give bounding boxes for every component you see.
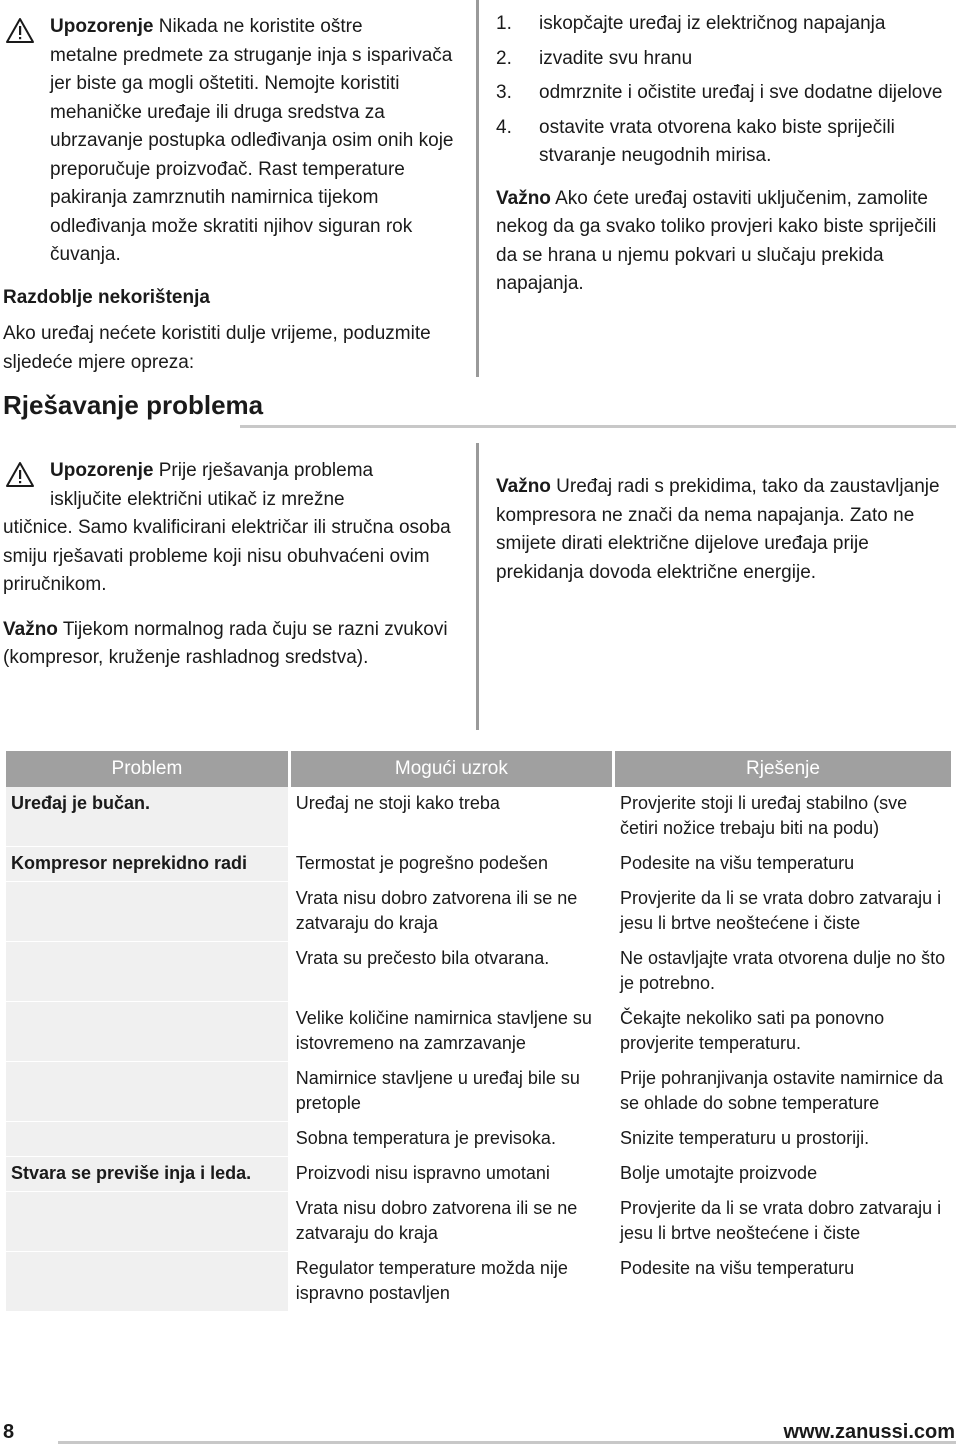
table-row <box>6 787 951 847</box>
mid-right-column <box>496 473 951 587</box>
list-item <box>496 10 956 39</box>
solution-cell: Podesite na višu temperaturu <box>615 847 951 882</box>
step-text: izvadite svu hranu <box>539 47 693 69</box>
step-number: 3. <box>496 82 512 103</box>
solution-cell: Provjerite stoji li uređaj stabilno (sve četiri nožice trebaju biti na podu) <box>615 787 951 847</box>
warning-first-line <box>3 457 468 486</box>
problem-cell: Stvara se previše inja i leda. <box>6 1157 288 1192</box>
warning-text-line1: Nikada ne koristite oštre <box>153 16 363 37</box>
warning-block-freezer <box>3 13 468 270</box>
list-item <box>496 114 956 171</box>
cause-cell: Namirnice stavljene u uređaj bile su pretople <box>291 1062 612 1122</box>
mid-left-column <box>3 457 468 673</box>
step-text: odmrznite i očistite uređaj i sve dodatne dijelove <box>539 82 943 103</box>
section-title-rule <box>240 425 956 428</box>
list-item <box>496 79 956 108</box>
subheading-nonuse: Razdoblje nekorištenja <box>3 286 210 308</box>
cause-cell: Uređaj ne stoji kako treba <box>291 787 612 847</box>
warning-text-rest: utičnice. Samo kvalificirani električar ili stručna osoba smiju rješavati probleme koji nisu obuhvaćeni ovim priručnikom. <box>3 517 451 595</box>
cause-cell: Termostat je pogrešno podešen <box>291 847 612 882</box>
important-label: Važno <box>496 476 551 497</box>
step-text: ostavite vrata otvorena kako biste spriječili stvaranje neugodnih mirisa. <box>539 116 895 166</box>
table-row <box>6 847 951 882</box>
problem-cell <box>6 1062 288 1122</box>
important-note-noise <box>3 616 468 673</box>
warning-first-line <box>3 13 468 42</box>
step-text: iskopčajte uređaj iz električnog napajanja <box>539 13 886 34</box>
table-row <box>6 1252 951 1312</box>
problem-cell <box>6 1192 288 1252</box>
table-row <box>6 1157 951 1192</box>
cause-cell: Sobna temperatura je previsoka. <box>291 1122 612 1157</box>
cause-cell: Vrata su prečesto bila otvarana. <box>291 942 612 1002</box>
warning-text-rest: metalne predmete za struganje inja s isparivača jer biste ga mogli oštetiti. Nemojte koristiti mehaničke uređaje ili druga sredstva za ubrzavanje postupka odleđivanja osim onih koje preporučuje proizvođač. Rast temperature pakiranja zamrznutih namirnica tijekom odleđivanja može skratiti njihov siguran rok čuvanja. <box>50 44 454 265</box>
problem-cell <box>6 1002 288 1062</box>
cause-cell: Vrata nisu dobro zatvorena ili se ne zatvaraju do kraja <box>291 882 612 942</box>
cause-cell: Velike količine namirnica stavljene su istovremeno na zamrzavanje <box>291 1002 612 1062</box>
top-right-column <box>496 10 956 299</box>
column-header-solution: Rješenje <box>615 751 951 787</box>
step-number: 4. <box>496 116 512 138</box>
top-left-column <box>3 13 468 377</box>
solution-cell: Čekajte nekoliko sati pa ponovno provjerite temperaturu. <box>615 1002 951 1062</box>
warning-block-troubleshooting <box>3 457 468 600</box>
table-row <box>6 1122 951 1157</box>
warning-label: Upozorenje <box>50 16 154 37</box>
problem-cell: Uređaj je bučan. <box>6 787 288 847</box>
table-row <box>6 1192 951 1252</box>
solution-cell: Ne ostavljajte vrata otvorena dulje no što je potrebno. <box>615 942 951 1002</box>
table-row <box>6 1062 951 1122</box>
warning-triangle-icon <box>5 17 35 44</box>
column-divider-mid <box>476 443 479 730</box>
important-label: Važno <box>496 187 551 209</box>
troubleshooting-table <box>3 751 954 1312</box>
step-number: 1. <box>496 13 512 34</box>
important-label: Važno <box>3 618 58 640</box>
solution-cell: Prije pohranjivanja ostavite namirnice da se ohlade do sobne temperature <box>615 1062 951 1122</box>
page-number: 8 <box>3 1421 15 1443</box>
important-note-power <box>496 185 956 299</box>
problem-cell <box>6 1122 288 1157</box>
table-header-row <box>6 751 951 787</box>
solution-cell: Snizite temperaturu u prostoriji. <box>615 1122 951 1157</box>
problem-cell <box>6 942 288 1002</box>
cause-cell: Proizvodi nisu ispravno umotani <box>291 1157 612 1192</box>
warning-label: Upozorenje <box>50 460 154 481</box>
section-title: Rješavanje problema <box>3 390 264 420</box>
important-text: Tijekom normalnog rada čuju se razni zvukovi (kompresor, kruženje rashladnog sredstva). <box>3 618 448 668</box>
step-number: 2. <box>496 47 512 69</box>
website-link[interactable]: www.zanussi.com <box>783 1421 955 1443</box>
warning-triangle-icon <box>5 461 35 488</box>
cause-cell: Vrata nisu dobro zatvorena ili se ne zatvaraju do kraja <box>291 1192 612 1252</box>
table-row <box>6 882 951 942</box>
column-divider-top <box>476 0 479 377</box>
solution-cell: Provjerite da li se vrata dobro zatvaraju i jesu li brtve neoštećene i čiste <box>615 882 951 942</box>
nonuse-intro: Ako uređaj nećete koristiti dulje vrijeme, poduzmite sljedeće mjere opreza: <box>3 323 431 373</box>
warning-text-line1: Prije rješavanja problema <box>153 460 374 481</box>
solution-cell: Bolje umotajte proizvode <box>615 1157 951 1192</box>
table-row <box>6 1002 951 1062</box>
column-header-problem: Problem <box>6 751 288 787</box>
column-header-cause: Mogući uzrok <box>291 751 612 787</box>
problem-cell <box>6 882 288 942</box>
solution-cell: Provjerite da li se vrata dobro zatvaraju i jesu li brtve neoštećene i čiste <box>615 1192 951 1252</box>
solution-cell: Podesite na višu temperaturu <box>615 1252 951 1312</box>
warning-text-line2: isključite električni utikač iz mrežne <box>50 488 345 510</box>
important-text: Ako ćete uređaj ostaviti uključenim, zamolite nekog da ga svako toliko provjeri kako biste spriječili da se hrana u njemu pokvari u slučaju prekida napajanja. <box>496 187 937 294</box>
problem-cell <box>6 1252 288 1312</box>
nonuse-steps-list <box>496 10 956 171</box>
important-text: Uređaj radi s prekidima, tako da zaustavljanje kompresora ne znači da nema napajanja. Zato ne smijete dirati električne dijelove uređaja prije prekidanja dovoda električne energije. <box>496 476 940 583</box>
problem-cell: Kompresor neprekidno radi <box>6 847 288 882</box>
table-row <box>6 942 951 1002</box>
important-note-compressor <box>496 473 951 587</box>
list-item <box>496 45 956 74</box>
cause-cell: Regulator temperature možda nije ispravno postavljen <box>291 1252 612 1312</box>
